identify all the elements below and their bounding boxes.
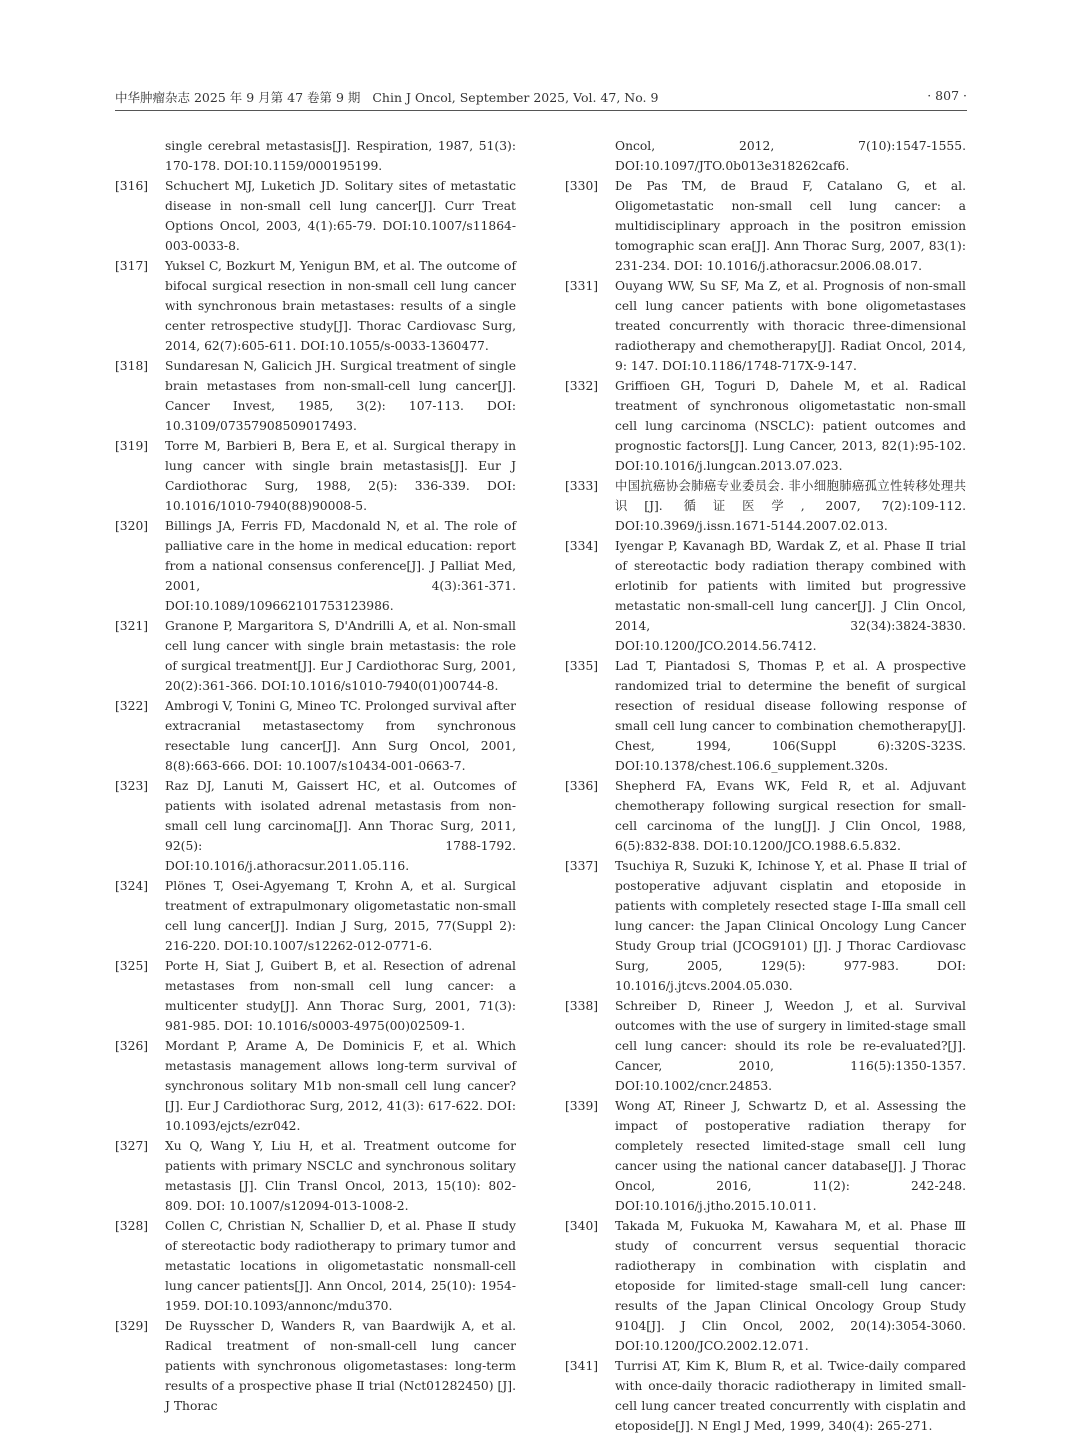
reference-entry <box>565 536 966 656</box>
reference-number: [333] <box>565 479 599 493</box>
reference-entry <box>565 1356 966 1436</box>
reference-text: Oncol, 2012, 7(10):1547-1555. DOI:10.1097/JTO.0b013e318262caf6. <box>615 139 966 173</box>
reference-text: Collen C, Christian N, Schallier D, et al. Phase Ⅱ study of stereotactic body radiotherapy to primary tumor and metastatic locations in oligometastatic nonsmall-cell lung cancer patients[J]. Ann Oncol, 2014, 25(10): 1954-1959. DOI:10.1093/annonc/mdu370. <box>165 1219 516 1313</box>
reference-entry <box>115 956 516 1036</box>
reference-number: [337] <box>565 859 599 873</box>
reference-number: [320] <box>115 519 149 533</box>
reference-entry <box>115 356 516 436</box>
reference-entry <box>115 1136 516 1216</box>
reference-number: [326] <box>115 1039 149 1053</box>
reference-text: Griffioen GH, Toguri D, Dahele M, et al. Radical treatment of synchronous oligometastatic non-small cell lung carcinoma (NSCLC): patient outcomes and prognostic factors[J]. Lung Cancer, 2013, 82(1):95-102. DOI:10.1016/j.lungcan.2013.07.023. <box>615 379 966 473</box>
reference-number: [340] <box>565 1219 599 1233</box>
reference-number: [322] <box>115 699 149 713</box>
reference-entry <box>115 176 516 256</box>
reference-text: Mordant P, Arame A, De Dominicis F, et al. Which metastasis management allows long-term survival of synchronous solitary M1b non-small cell lung cancer?[J]. Eur J Cardiothorac Surg, 2012, 41(3): 617-622. DOI: 10.1093/ejcts/ezr042. <box>165 1039 516 1133</box>
reference-entry <box>115 516 516 616</box>
reference-entry <box>565 776 966 856</box>
reference-number: [318] <box>115 359 149 373</box>
reference-number: [328] <box>115 1219 149 1233</box>
reference-entry <box>115 1316 516 1416</box>
journal-name-cn: 中华肿瘤杂志 2025 年 9 月第 47 卷第 9 期 <box>115 90 361 105</box>
reference-text: Lad T, Piantadosi S, Thomas P, et al. A prospective randomized trial to determine the benefit of surgical resection of residual disease following response of small cell lung cancer to combination chemotherapy[J]. Chest, 1994, 106(Suppl 6):320S-323S. DOI:10.1378/chest.106.6_supplement.320s. <box>615 659 966 773</box>
reference-number: [331] <box>565 279 599 293</box>
reference-text: Xu Q, Wang Y, Liu H, et al. Treatment outcome for patients with primary NSCLC and synchronous solitary metastasis [J]. Clin Transl Oncol, 2013, 15(10): 802-809. DOI: 10.1007/s12094-013-1008-2. <box>165 1139 516 1213</box>
reference-text: 中国抗癌协会肺癌专业委员会. 非小细胞肺癌孤立性转移处理共识[J]. 循证医学, 2007, 7(2):109-112. DOI:10.3969/j.issn.1671-5144.2007.02.013. <box>615 479 966 533</box>
journal-name-en: Chin J Oncol, September 2025, Vol. 47, No. 9 <box>372 90 659 105</box>
reference-text: De Ruysscher D, Wanders R, van Baardwijk A, et al. Radical treatment of non-small-cell lung cancer patients with synchronous oligometastases: long-term results of a prospective phase Ⅱ trial (Nct01282450) [J]. J Thorac <box>165 1319 516 1413</box>
reference-text: Ambrogi V, Tonini G, Mineo TC. Prolonged survival after extracranial metastasectomy from synchronous resectable lung cancer[J]. Ann Surg Oncol, 2001, 8(8):663-666. DOI: 10.1007/s10434-001-0663-7. <box>165 699 516 773</box>
reference-number: [325] <box>115 959 149 973</box>
reference-number: [338] <box>565 999 599 1013</box>
running-header <box>115 86 967 110</box>
reference-column-left <box>115 136 516 1416</box>
reference-text: Wong AT, Rineer J, Schwartz D, et al. Assessing the impact of postoperative radiation therapy for completely resected limited-stage small cell lung cancer using the national cancer database[J]. J Thorac Oncol, 2016, 11(2): 242-248. DOI:10.1016/j.jtho.2015.10.011. <box>615 1099 966 1213</box>
reference-entry <box>115 436 516 516</box>
reference-entry <box>565 276 966 376</box>
reference-entry <box>115 876 516 956</box>
reference-number: [317] <box>115 259 149 273</box>
reference-text: Shepherd FA, Evans WK, Feld R, et al. Adjuvant chemotherapy following surgical resection for small-cell carcinoma of the lung[J]. J Clin Oncol, 1988, 6(5):832-838. DOI:10.1200/JCO.1988.6.5.832. <box>615 779 966 853</box>
reference-text: Schreiber D, Rineer J, Weedon J, et al. Survival outcomes with the use of surgery in limited-stage small cell lung cancer: should its role be re-evaluated?[J]. Cancer, 2010, 116(5):1350-1357. DOI:10.1002/cncr.24853. <box>615 999 966 1093</box>
reference-text: De Pas TM, de Braud F, Catalano G, et al. Oligometastatic non-small cell lung cancer: a multidisciplinary approach in the positron emission tomographic scan era[J]. Ann Thorac Surg, 2007, 83(1): 231-234. DOI: 10.1016/j.athoracsur.2006.08.017. <box>615 179 966 273</box>
reference-text: Billings JA, Ferris FD, Macdonald N, et al. The role of palliative care in the home in medical education: report from a national consensus conference[J]. J Palliat Med, 2001, 4(3):361-371. DOI:10.1089/109662101753123986. <box>165 519 516 613</box>
reference-number: [341] <box>565 1359 599 1373</box>
reference-entry <box>565 656 966 776</box>
reference-number: [334] <box>565 539 599 553</box>
reference-number: [336] <box>565 779 599 793</box>
reference-text: Iyengar P, Kavanagh BD, Wardak Z, et al. Phase Ⅱ trial of stereotactic body radiation therapy combined with erlotinib for patients with limited but progressive metastatic non-small-cell lung cancer[J]. J Clin Oncol, 2014, 32(34):3824-3830. DOI:10.1200/JCO.2014.56.7412. <box>615 539 966 653</box>
reference-text: Torre M, Barbieri B, Bera E, et al. Surgical therapy in lung cancer with single brain metastasis[J]. Eur J Cardiothorac Surg, 1988, 2(5): 336-339. DOI: 10.1016/1010-7940(88)90008-5. <box>165 439 516 513</box>
reference-entry <box>115 696 516 776</box>
reference-entry <box>115 256 516 356</box>
reference-number: [323] <box>115 779 149 793</box>
reference-entry <box>115 776 516 876</box>
reference-entry <box>115 136 516 176</box>
reference-text: Granone P, Margaritora S, D'Andrilli A, et al. Non-small cell lung cancer with single brain metastasis: the role of surgical treatment[J]. Eur J Cardiothorac Surg, 2001, 20(2):361-366. DOI:10.1016/s1010-7940(01)00744-8. <box>165 619 516 693</box>
reference-number: [335] <box>565 659 599 673</box>
header-divider <box>115 110 967 111</box>
reference-text: Takada M, Fukuoka M, Kawahara M, et al. Phase Ⅲ study of concurrent versus sequential thoracic radiotherapy in combination with cisplatin and etoposide for limited-stage small-cell lung cancer: results of the Japan Clinical Oncology Group Study 9104[J]. J Clin Oncol, 2002, 20(14):3054-3060. DOI:10.1200/JCO.2002.12.071. <box>615 1219 966 1353</box>
reference-entry <box>115 1036 516 1136</box>
reference-entry <box>565 1096 966 1216</box>
reference-entry <box>565 376 966 476</box>
reference-entry <box>115 1216 516 1316</box>
reference-text: Tsuchiya R, Suzuki K, Ichinose Y, et al. Phase Ⅱ trial of postoperative adjuvant cisplatin and etoposide in patients with completely resected stage Ⅰ-Ⅲa small cell lung cancer: the Japan Clinical Oncology Lung Cancer Study Group trial (JCOG9101) [J]. J Thorac Cardiovasc Surg, 2005, 129(5): 977-983. DOI: 10.1016/j.jtcvs.2004.05.030. <box>615 859 966 993</box>
reference-number: [332] <box>565 379 599 393</box>
reference-text: Porte H, Siat J, Guibert B, et al. Resection of adrenal metastases from non-small cell lung cancer: a multicenter study[J]. Ann Thorac Surg, 2001, 71(3): 981-985. DOI: 10.1016/s0003-4975(00)02509-1. <box>165 959 516 1033</box>
reference-entry <box>565 1216 966 1356</box>
reference-number: [339] <box>565 1099 599 1113</box>
reference-entry <box>565 856 966 996</box>
reference-text: Turrisi AT, Kim K, Blum R, et al. Twice-daily compared with once-daily thoracic radiotherapy in limited small-cell lung cancer treated concurrently with cisplatin and etoposide[J]. N Engl J Med, 1999, 340(4): 265-271. <box>615 1359 966 1433</box>
reference-number: [321] <box>115 619 149 633</box>
reference-number: [327] <box>115 1139 149 1153</box>
reference-number: [319] <box>115 439 149 453</box>
reference-entry <box>565 136 966 176</box>
reference-text: Schuchert MJ, Luketich JD. Solitary sites of metastatic disease in non-small cell lung cancer[J]. Curr Treat Options Oncol, 2003, 4(1):65-79. DOI:10.1007/s11864-003-0033-8. <box>165 179 516 253</box>
reference-entry <box>565 176 966 276</box>
page-number: · 807 · <box>927 88 967 103</box>
reference-text: Plönes T, Osei-Agyemang T, Krohn A, et al. Surgical treatment of extrapulmonary oligometastatic non-small cell lung cancer[J]. Indian J Surg, 2015, 77(Suppl 2): 216-220. DOI:10.1007/s12262-012-0771-6. <box>165 879 516 953</box>
reference-number: [329] <box>115 1319 149 1333</box>
reference-text: Ouyang WW, Su SF, Ma Z, et al. Prognosis of non-small cell lung cancer patients with bone oligometastases treated concurrently with thoracic three-dimensional radiotherapy and chemotherapy[J]. Radiat Oncol, 2014, 9: 147. DOI:10.1186/1748-717X-9-147. <box>615 279 966 373</box>
reference-entry <box>115 616 516 696</box>
reference-entry <box>565 996 966 1096</box>
journal-citation <box>115 88 658 106</box>
reference-text: Yuksel C, Bozkurt M, Yenigun BM, et al. The outcome of bifocal surgical resection in non-small cell lung cancer with synchronous brain metastases: results of a single center retrospective study[J]. Thorac Cardiovasc Surg, 2014, 62(7):605-611. DOI:10.1055/s-0033-1360477. <box>165 259 516 353</box>
reference-number: [330] <box>565 179 599 193</box>
reference-text: Sundaresan N, Galicich JH. Surgical treatment of single brain metastases from non-small-cell lung cancer[J]. Cancer Invest, 1985, 3(2): 107-113. DOI: 10.3109/07357908509017493. <box>165 359 516 433</box>
reference-number: [316] <box>115 179 149 193</box>
reference-entry <box>565 476 966 536</box>
reference-column-right <box>565 136 966 1436</box>
reference-number: [324] <box>115 879 149 893</box>
reference-text: single cerebral metastasis[J]. Respiration, 1987, 51(3): 170-178. DOI:10.1159/000195199. <box>165 139 516 173</box>
reference-text: Raz DJ, Lanuti M, Gaissert HC, et al. Outcomes of patients with isolated adrenal metastasis from non-small cell lung carcinoma[J]. Ann Thorac Surg, 2011, 92(5): 1788-1792. DOI:10.1016/j.athoracsur.2011.05.116. <box>165 779 516 873</box>
